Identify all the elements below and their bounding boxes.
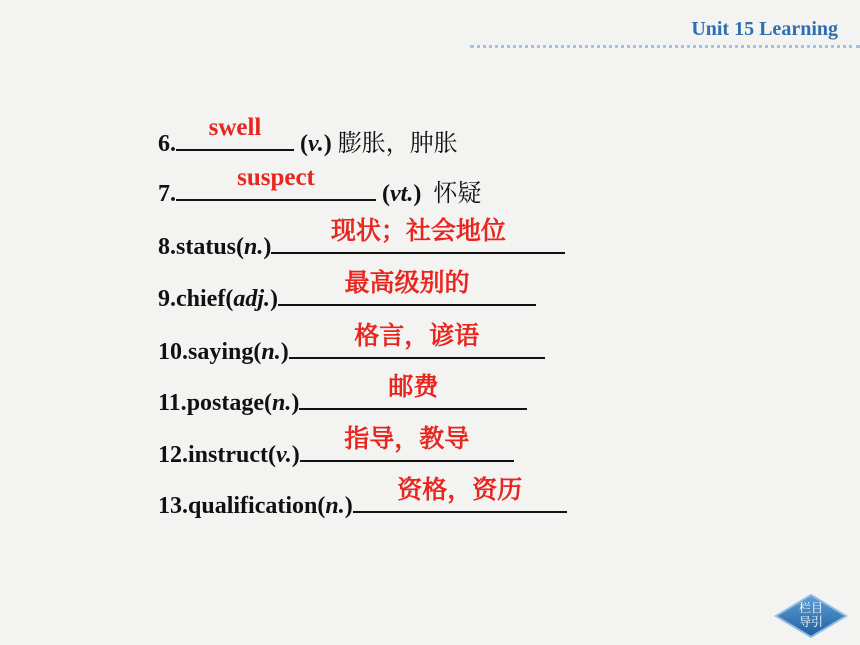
answer-text: 资格，资历 [397, 475, 523, 504]
vocab-word: status [176, 234, 237, 260]
answer-text: 现状；社会地位 [330, 216, 506, 245]
vocab-item-7: 7. suspect (vt.) 怀疑 [158, 164, 482, 207]
unit-title: Unit 15 Learning [691, 18, 838, 40]
vocab-item-10: 10.saying(n.) 格言，谚语 [158, 335, 545, 367]
part-of-speech: vt. [390, 181, 414, 207]
part-of-speech: adj. [233, 286, 270, 312]
answer-blank [299, 372, 527, 410]
part-of-speech: n. [261, 339, 281, 365]
vocab-word: qualification [188, 493, 318, 519]
answer-text: 格言，谚语 [354, 321, 480, 350]
answer-text: 最高级别的 [344, 268, 470, 297]
answer-text: swell [208, 114, 262, 141]
header-divider [470, 45, 860, 48]
vocab-item-8: 8.status(n.) 现状；社会地位 [158, 230, 565, 262]
vocab-item-13: 13.qualification(n.) 资格，资历 [158, 489, 567, 521]
part-of-speech: n. [325, 493, 345, 519]
answer-text: suspect [237, 164, 315, 191]
nav-label: 栏目 导引 [798, 601, 823, 629]
answer-blank [176, 114, 294, 151]
item-number: 12. [158, 442, 188, 468]
item-number: 11. [158, 390, 187, 416]
definition: 膨胀，肿胀 [337, 129, 458, 157]
vocab-item-9: 9.chief(adj.) 最高级别的 [158, 282, 536, 314]
answer-blank [300, 424, 514, 462]
part-of-speech: n. [244, 234, 264, 260]
vocab-word: instruct [188, 442, 268, 468]
vocab-item-12: 12.instruct(v.) 指导，教导 [158, 438, 514, 470]
item-number: 7. [158, 181, 176, 207]
item-number: 9. [158, 286, 176, 312]
item-number: 8. [158, 234, 176, 260]
item-number: 10. [158, 339, 188, 365]
vocab-word: chief [176, 286, 226, 312]
item-number: 6. [158, 131, 176, 157]
part-of-speech: n. [272, 390, 292, 416]
vocab-item-11: 11.postage(n.) 邮费 [158, 386, 527, 418]
answer-blank [353, 475, 567, 513]
vocab-item-6: 6. swell (v.) 膨胀，肿胀 [158, 114, 458, 157]
answer-text: 指导，教导 [344, 424, 470, 453]
section-nav-button[interactable] [772, 593, 850, 639]
vocab-word: saying [188, 339, 254, 365]
part-of-speech: v. [276, 442, 292, 468]
part-of-speech: v. [308, 131, 324, 157]
answer-text: 邮费 [388, 372, 439, 401]
definition: 怀疑 [433, 179, 482, 207]
vocab-word: postage [186, 390, 265, 416]
item-number: 13. [158, 493, 188, 519]
